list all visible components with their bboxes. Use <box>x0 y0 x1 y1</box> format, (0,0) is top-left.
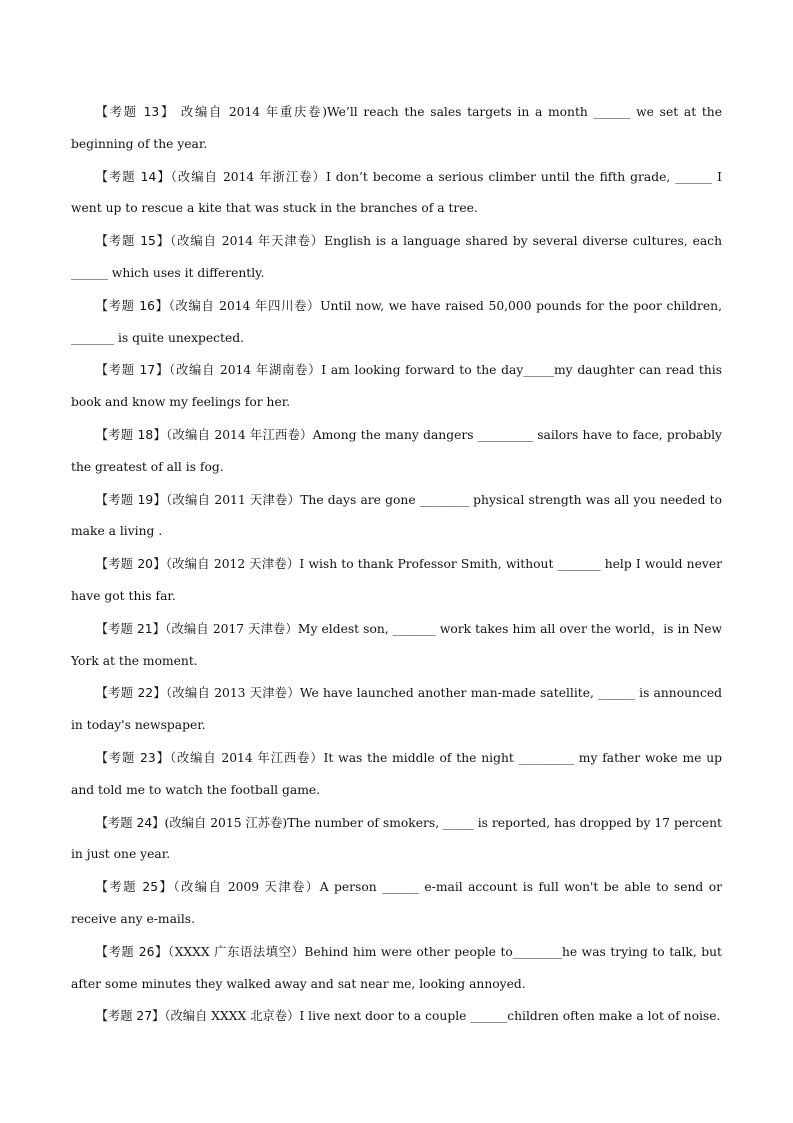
question-22 <box>71 678 722 742</box>
question-14 <box>71 162 722 226</box>
question-25 <box>71 872 722 936</box>
question-tag: 【考题 16】 <box>95 298 169 313</box>
question-26 <box>71 937 722 1001</box>
question-text: （改编自 2014 年江西卷）Among the many dangers _________ sailors have to face, probably the greatest of all is fog. <box>71 427 722 474</box>
question-text: （改编自 2011 天津卷）The days are gone ________ physical strength was all you needed to make a living . <box>71 492 722 539</box>
question-text: (改编自 2015 江苏卷)The number of smokers, _____ is reported, has dropped by 17 percent in just one year. <box>71 815 722 862</box>
question-text: （改编自 2014 年湖南卷）I am looking forward to the day_____my daughter can read this book and know my feelings for her. <box>71 363 722 410</box>
question-text: （改编自 2009 天津卷）A person ______ e-mail account is full won't be able to send or receive any e-mails. <box>71 880 722 926</box>
question-tag: 【考题 21】 <box>95 621 166 636</box>
question-23 <box>71 743 722 807</box>
question-text: （改编自 2014 年江西卷）It was the middle of the night _________ my father woke me up and told me to watch the football game. <box>71 750 722 797</box>
question-tag: 【考题 13】 <box>95 105 176 119</box>
question-27 <box>71 1001 722 1033</box>
document-page <box>71 97 722 1034</box>
question-tag: 【考题 15】 <box>95 234 171 249</box>
question-tag: 【考题 20】 <box>95 557 166 572</box>
question-tag: 【考题 18】 <box>95 427 167 442</box>
question-15 <box>71 226 722 290</box>
question-18 <box>71 420 722 484</box>
question-tag: 【考题 22】 <box>95 686 166 701</box>
question-text: （XXXX 广东语法填空）Behind him were other people to________he was trying to talk, but after some minutes they walked away and sat near me, looking annoyed. <box>71 944 722 991</box>
question-tag: 【考题 27】 <box>95 1009 165 1024</box>
question-16 <box>71 291 722 355</box>
question-text: （改编自 2012 天津卷）I wish to thank Professor Smith, without _______ help I would never have got this far. <box>71 557 722 603</box>
question-text: （改编自 2017 天津卷）My eldest son, _______ work takes him all over the world，is in New York at the moment. <box>71 621 723 668</box>
question-tag: 【考题 23】 <box>95 750 170 765</box>
question-text: （改编自 2013 天津卷）We have launched another man-made satellite, ______ is announced in today's newspaper. <box>71 686 723 733</box>
question-text: （改编自 2014 年天津卷）English is a language shared by several diverse cultures, each ______ which uses it differently. <box>71 234 722 280</box>
question-19 <box>71 485 722 549</box>
question-text: （改编自 XXXX 北京卷）I live next door to a couple ______children often make a lot of noise. <box>164 1009 721 1024</box>
question-tag: 【考题 24】 <box>95 815 165 830</box>
question-17 <box>71 355 722 419</box>
question-tag: 【考题 17】 <box>95 363 170 378</box>
question-tag: 【考题 26】 <box>95 944 168 959</box>
question-text: （改编自 2014 年四川卷）Until now, we have raised 50,000 pounds for the poor children, _______ is quite unexpected. <box>71 298 722 345</box>
question-tag: 【考题 14】 <box>95 169 171 184</box>
question-text: （改编自 2014 年浙江卷）I don’t become a serious climber until the fifth grade, ______ I went up to rescue a kite that was stuck in the branches of a tree. <box>71 169 722 216</box>
question-13 <box>71 97 722 161</box>
question-20 <box>71 549 722 613</box>
question-24 <box>71 808 722 872</box>
question-tag: 【考题 25】 <box>95 880 174 895</box>
question-tag: 【考题 19】 <box>95 492 167 507</box>
question-text: 改编自 2014 年重庆卷)We’ll reach the sales targets in a month ______ we set at the beginning of the year. <box>71 105 722 151</box>
question-21 <box>71 614 722 678</box>
